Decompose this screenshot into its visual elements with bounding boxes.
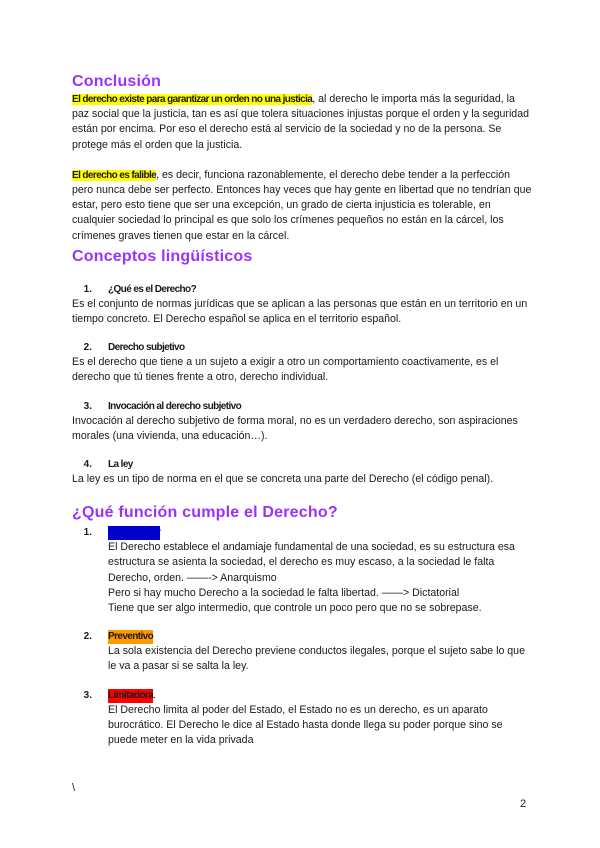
funcion-heading: ¿Qué función cumple el Derecho? (72, 504, 338, 522)
item-number: 3. (83, 400, 92, 412)
item-heading: La ley (108, 459, 133, 471)
conclusion-paragraph-2 (72, 168, 532, 244)
item-heading: Organizador (108, 527, 161, 539)
conclusion-heading: Conclusión (72, 73, 162, 90)
item-heading: Invocación al derecho subjetivo (108, 400, 242, 412)
item-heading-suffix: . (153, 689, 157, 701)
concept-item-2 (72, 341, 532, 385)
item-number: 2. (83, 631, 92, 643)
page-number: 2 (520, 798, 527, 810)
item-heading: Derecho subjetivo (108, 342, 185, 354)
function-item-3 (72, 689, 532, 749)
item-line: El Derecho establece el andamiaje fundamental de una sociedad, es su estructura esa estructura se asienta la sociedad, el derecho es muy escaso, a la sociedad le falta Derecho, orden. ——-> Anarquismo (108, 541, 515, 584)
item-text: La ley es un tipo de norma en el que se concreta una parte del Derecho (el código penal). (72, 473, 494, 486)
function-item-2 (72, 630, 532, 674)
item-heading: Preventivo (108, 631, 154, 643)
function-item-1 (72, 526, 532, 616)
item-line: El Derecho limita al poder del Estado, el Estado no es un derecho, es un aparato burocrático. El Derecho le dice al Estado hasta donde llega su poder porque sino se puede meter en la vida privada (108, 703, 503, 747)
highlight-text: El derecho existe para garantizar un orden no una justicia (72, 94, 313, 105)
paragraph-text: , al derecho le importa más la seguridad, la paz social que la justicia, tan es así que tolera situaciones injustas porque el orden y la seguridad están por encima. Por eso el derecho está al servicio de la sociedad y no de la persona. Se protege más el orden que la justicia. (72, 93, 529, 151)
highlight-text: El derecho es falible (72, 169, 157, 181)
item-line: Tiene que ser algo intermedio, que controle un poco pero que no se sobrepase. (108, 602, 482, 615)
item-text: Invocación al derecho subjetivo de forma moral, no es un verdadero derecho, son aspiraciones morales (una vivienda, una educación…). (72, 414, 518, 442)
item-number: 3. (83, 689, 92, 701)
item-heading: ¿Qué es el Derecho? (108, 283, 197, 295)
paragraph-text: , es decir, funciona razonablemente, el derecho debe tender a la perfección pero nunca debe ser perfecto. Entonces hay veces que hay gente en libertad que no tendrían que estar, pero esto tiene que ser una excepción, un grado de cierta injusticia es tolerable, en cualquier sociedad lo principal es que solo los crímenes pequeños no están en la cárcel, los crímenes graves tienen que estar en la cárcel. (72, 168, 532, 242)
conceptos-heading: Conceptos lingüísticos (72, 247, 253, 265)
item-number: 1. (83, 283, 92, 295)
item-text: Es el conjunto de normas jurídicas que se aplican a las personas que están en un territorio en un tiempo concreto. El Derecho español se aplica en el territorio español. (72, 297, 528, 326)
item-number: 4. (83, 459, 92, 471)
footer-mark: \ (72, 782, 76, 794)
item-line: La sola existencia del Derecho previene conductos ilegales, porque el sujeto sabe lo que le va a pasar si se salta la ley. (108, 645, 525, 673)
item-text: Es el derecho que tiene a un sujeto a exigir a otro un comportamiento coactivamente, es el derecho que tú tienes frente a otro, derecho individual. (72, 356, 499, 384)
item-heading: Limitadora (108, 689, 154, 701)
item-number: 1. (83, 527, 92, 539)
document-page (72, 72, 532, 748)
conclusion-paragraph-1 (72, 92, 532, 153)
item-line: Pero si hay mucho Derecho a la sociedad le falta libertad. ——> Dictatorial (108, 586, 460, 599)
concept-item-4 (72, 458, 532, 487)
concept-item-1 (72, 283, 532, 327)
item-number: 2. (83, 342, 92, 354)
concept-item-3 (72, 400, 532, 444)
